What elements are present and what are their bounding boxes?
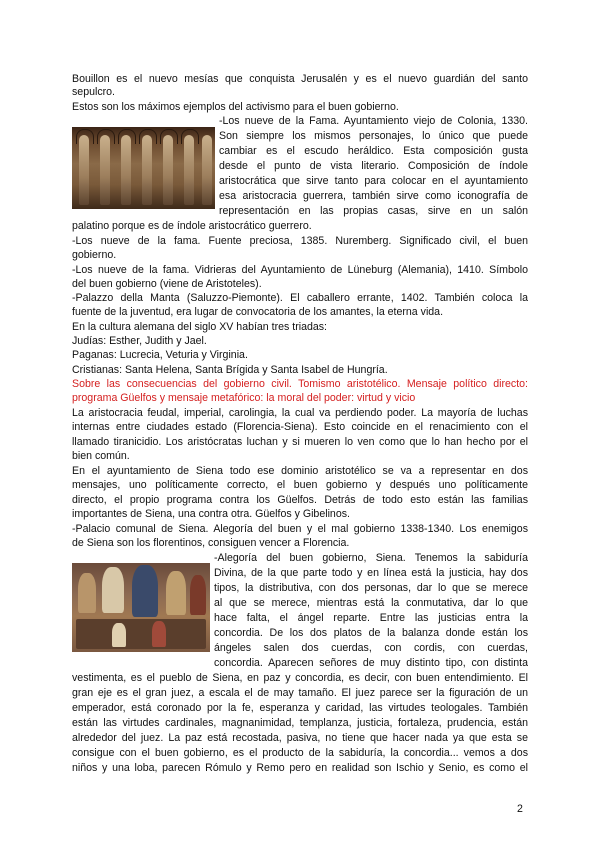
text-line: En el ayuntamiento de Siena todo ese dominio aristotélico se va a representar en dos: [72, 465, 528, 477]
siena-fresco-image: [72, 563, 210, 652]
statue-figure: [79, 135, 89, 205]
text-line: de Siena son los florentinos, consiguen vencer a Florencia.: [72, 537, 350, 549]
text-line: -Palacio comunal de Siena. Alegoría del buen y el mal gobierno 1338-1340. Los enemigos: [72, 523, 528, 535]
text-line: Paganas: Lucrecia, Veturia y Virginia.: [72, 349, 248, 361]
text-line: tipos, la distributiva, con dos personas, dar lo que se merece: [214, 582, 528, 594]
text-line: Son siempre los mismos personajes, lo único que puede: [219, 130, 528, 142]
text-line: -Los nueve de la Fama. Ayuntamiento viejo de Colonia, 1330.: [219, 115, 528, 127]
text-line: niños y una loba, parecen Rómulo y Remo pero en realidad son Ischio y Senio, es como el: [72, 762, 528, 774]
fame-sculpture-image: [72, 127, 215, 209]
text-line: mensajes, uno políticamente correcto, el buen gobierno y después uno políticamente: [72, 479, 528, 491]
fresco-figure: [102, 567, 124, 613]
text-line: del buen gobierno (viene de Aristoteles).: [72, 278, 262, 290]
text-line: al que se merece, mientras está la conmutativa, dar lo que: [214, 597, 528, 609]
fresco-crowd: [76, 619, 206, 649]
statue-figure: [184, 135, 194, 205]
text-line: concordia. De los dos platos de la balanza donde están los: [214, 627, 528, 639]
fresco-figure: [112, 623, 126, 647]
fresco-figure: [152, 621, 166, 647]
text-line: directo, el propio programa contra los Güelfos. Detrás de todo esto están las familias: [72, 494, 528, 506]
text-line: consigue con el buen gobierno, es el producto de la sabiduría, la concordia... vemos a dos: [72, 747, 528, 759]
text-line: llamado tiranicidio. Los aristócratas luchan y si mueren lo ven como que lo han hecho por el: [72, 436, 528, 448]
fresco-figure: [78, 573, 96, 613]
statue-figure: [202, 135, 212, 205]
text-line: Cristianas: Santa Helena, Santa Brígida y Santa Isabel de Hungría.: [72, 364, 388, 376]
text-line: están las virtudes cardinales, magnanimidad, templanza, justicia, fortaleza, prudencia, están: [72, 717, 528, 729]
fresco-figure: [190, 575, 206, 615]
text-line: Bouillon es el nuevo mesías que conquista Jerusalén y es el nuevo guardián del santo: [72, 73, 528, 85]
text-line: La aristocracia feudal, imperial, carolingia, la cual va perdiendo poder. La mayoría de luchas: [72, 407, 528, 419]
text-line: ángeles salen dos cuerdas, con cordis, con cuerdas,: [214, 642, 528, 654]
section-heading: Sobre las consecuencias del gobierno civil. Tomismo aristotélico. Mensaje político directo:: [72, 378, 528, 390]
fresco-figure: [132, 565, 158, 617]
text-line: emperador, está coronado por la fe, esperanza y caridad, las virtudes teologales. También: [72, 702, 528, 714]
text-line: desde el punto de vista literario. Composición de índole: [219, 160, 528, 172]
text-line: gobierno.: [72, 249, 117, 261]
text-line: Estos son los máximos ejemplos del activismo para el buen gobierno.: [72, 101, 399, 113]
text-line: gran eje es el gran juez, a escala el de may tamaño. El juez parece ser la figuración de un: [72, 687, 528, 699]
text-line: esa aristocracia guerrera, también sirve como iconografía de: [219, 190, 528, 202]
text-line: -Los nueve de la fama. Fuente preciosa, 1385. Nuremberg. Significado civil, el buen: [72, 235, 528, 247]
text-line: Divina, de la que parte todo y en línea está la justicia, hay dos: [214, 567, 528, 579]
text-line: representación en las propias casas, sirve en un salón: [219, 205, 528, 217]
text-line: fuente de la juventud, era lugar de convocatoria de los amantes, la eterna vida.: [72, 306, 444, 318]
text-line: hace falta, el ángel reparte. Entre las justicias entra la: [214, 612, 528, 624]
text-line: cambiar es el escudo heráldico. Esta composición gusta: [219, 145, 528, 157]
text-line: sepulcro.: [72, 86, 115, 98]
text-line: importantes de Siena, una contra otra. Güelfos y Gibelinos.: [72, 508, 350, 520]
text-line: palatino porque es de índole aristocrático guerrero.: [72, 220, 312, 232]
text-line: alrededor del juez. La paz está recostada, pasiva, no tiene que hacer nada ya que esta se: [72, 732, 528, 744]
section-heading: programa Güelfos y mensaje metafórico: la moral del poder: virtud y vicio: [72, 392, 416, 404]
page-number: 2: [517, 803, 523, 815]
text-line: internas entre ciudades estado (Florencia-Siena). Esto coincide en el renacimiento con el: [72, 421, 528, 433]
text-line: vestimenta, es el pueblo de Siena, en paz y concordia, es decir, con buen entendimiento. El: [72, 672, 528, 684]
statue-figure: [121, 135, 131, 205]
fresco-figure: [166, 571, 186, 615]
statue-figure: [100, 135, 110, 205]
text-line: concordia. Aparecen señores de muy distinto tipo, con distinta: [214, 657, 528, 669]
text-line: aristocrática que sirve tanto para colocar en el ayuntamiento: [219, 175, 528, 187]
text-line: -Los nueve de la fama. Vidrieras del Ayuntamiento de Lüneburg (Alemania), 1410. Símbolo: [72, 264, 528, 276]
text-line: -Palazzo della Manta (Saluzzo-Piemonte). El caballero errante, 1402. También coloca la: [72, 292, 528, 304]
statue-figure: [163, 135, 173, 205]
text-line: bien común.: [72, 450, 130, 462]
text-line: En la cultura alemana del siglo XV habían tres triadas:: [72, 321, 327, 333]
text-line: -Alegoría del buen gobierno, Siena. Tenemos la sabiduría: [214, 552, 528, 564]
statue-figure: [142, 135, 152, 205]
text-line: Judías: Esther, Judith y Jael.: [72, 335, 207, 347]
